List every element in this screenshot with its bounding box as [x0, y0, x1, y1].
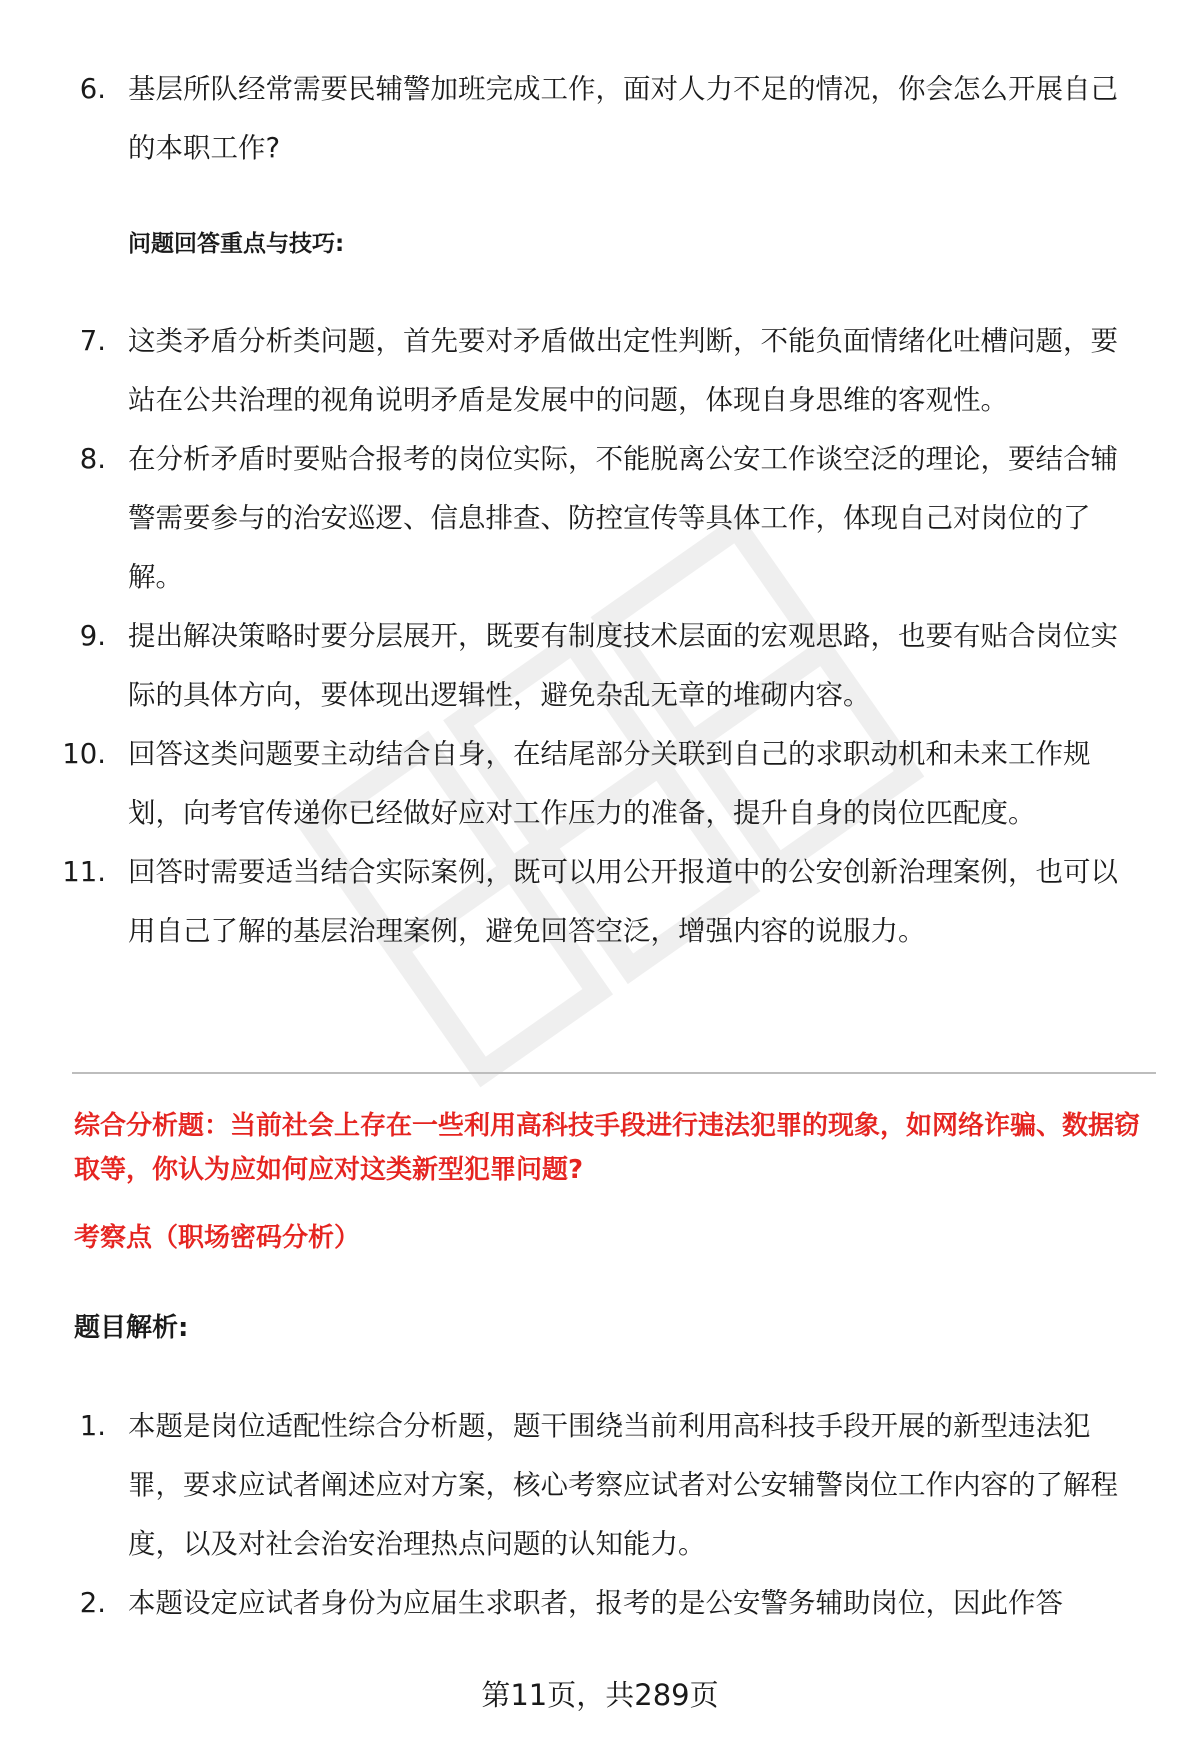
question-title: 综合分析题：当前社会上存在一些利用高科技手段进行违法犯罪的现象，如网络诈骗、数据窃取等，你认为应如何应对这类新型犯罪问题?	[74, 1111, 1141, 1185]
list-item	[0, 312, 1200, 430]
list-item	[0, 1574, 1200, 1633]
item-number: 2.	[79, 1587, 106, 1619]
item-number: 9.	[79, 620, 106, 652]
item-number: 8.	[79, 443, 106, 475]
tips-list	[0, 312, 1200, 961]
list-item	[0, 843, 1200, 961]
exam-point-heading: 考察点（职场密码分析）	[74, 1223, 361, 1253]
analysis-heading: 题目解析:	[74, 1313, 189, 1343]
list-item	[0, 430, 1200, 607]
item-text: 这类矛盾分析类问题，首先要对矛盾做出定性判断，不能负面情绪化吐槽问题，要站在公共治理的视角说明矛盾是发展中的问题，体现自身思维的客观性。	[128, 325, 1118, 416]
item-text: 在分析矛盾时要贴合报考的岗位实际，不能脱离公安工作谈空泛的理论，要结合辅警需要参与的治安巡逻、信息排查、防控宣传等具体工作，体现自己对岗位的了解。	[128, 443, 1118, 593]
item-text: 本题设定应试者身份为应届生求职者，报考的是公安警务辅助岗位，因此作答	[128, 1587, 1063, 1619]
list-item	[0, 607, 1200, 725]
item-text: 本题是岗位适配性综合分析题，题干围绕当前利用高科技手段开展的新型违法犯罪，要求应试者阐述应对方案，核心考察应试者对公安辅警岗位工作内容的了解程度，以及对社会治安治理热点问题的认知能力。	[128, 1410, 1118, 1560]
item-number: 1.	[79, 1410, 106, 1442]
item-text: 回答时需要适当结合实际案例，既可以用公开报道中的公安创新治理案例，也可以用自己了解的基层治理案例，避免回答空泛，增强内容的说服力。	[128, 856, 1118, 947]
item-number: 7.	[79, 325, 106, 357]
item-number: 11.	[62, 856, 106, 888]
list-item	[0, 60, 1200, 178]
item-text: 回答这类问题要主动结合自身，在结尾部分关联到自己的求职动机和未来工作规划，向考官传递你已经做好应对工作压力的准备，提升自身的岗位匹配度。	[128, 738, 1091, 829]
item-text: 提出解决策略时要分层展开，既要有制度技术层面的宏观思路，也要有贴合岗位实际的具体方向，要体现出逻辑性，避免杂乱无章的堆砌内容。	[128, 620, 1118, 711]
section-divider	[72, 1072, 1156, 1074]
item-text: 基层所队经常需要民辅警加班完成工作，面对人力不足的情况，你会怎么开展自己的本职工作?	[128, 73, 1118, 164]
item-number: 10.	[62, 738, 106, 770]
tips-heading: 问题回答重点与技巧:	[128, 231, 345, 257]
question-list-top	[0, 60, 1200, 178]
page-footer: 第11页，共289页	[481, 1678, 719, 1712]
list-item	[0, 1397, 1200, 1574]
analysis-list	[0, 1397, 1200, 1633]
item-number: 6.	[79, 73, 106, 105]
list-item	[0, 725, 1200, 843]
